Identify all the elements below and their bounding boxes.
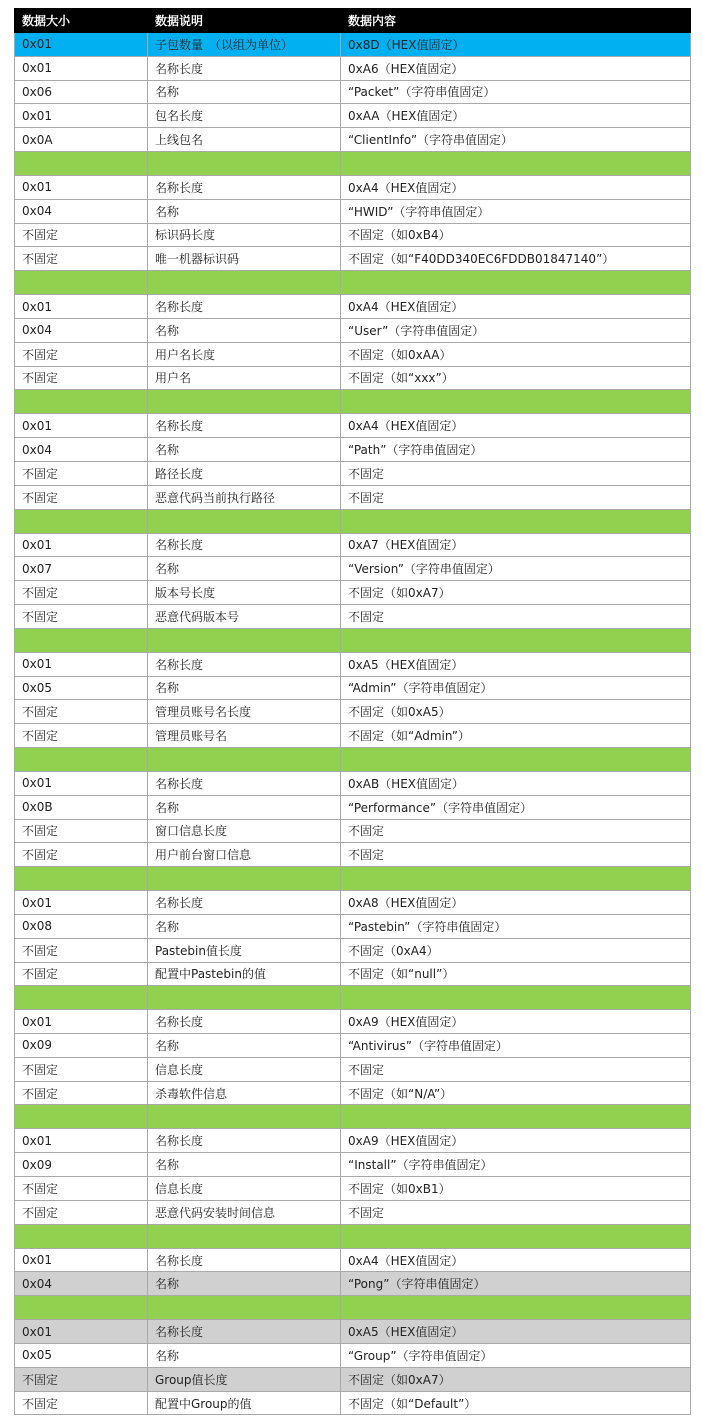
header-data-description: 数据说明 xyxy=(148,9,341,33)
cell-data-description: 配置中Pastebin的值 xyxy=(148,962,341,986)
table-row xyxy=(15,1272,691,1296)
header-data-size: 数据大小 xyxy=(15,9,148,33)
cell-data-description: 配置中Group的值 xyxy=(148,1391,341,1415)
cell-data-content: 0xA9（HEX值固定） xyxy=(341,1010,691,1034)
cell-data-size: 0x01 xyxy=(15,33,148,57)
cell-data-description: 名称 xyxy=(148,199,341,223)
cell-data-content: 不固定（如0xA7） xyxy=(341,581,691,605)
cell-data-content: “Install”（字符串值固定） xyxy=(341,1153,691,1177)
table-row xyxy=(15,1153,691,1177)
cell-data-size xyxy=(15,1224,148,1248)
cell-data-description: 恶意代码当前执行路径 xyxy=(148,485,341,509)
cell-data-size: 0x01 xyxy=(15,1320,148,1344)
cell-data-content: “User”（字符串值固定） xyxy=(341,318,691,342)
table-row xyxy=(15,771,691,795)
cell-data-content: 不固定 xyxy=(341,604,691,628)
cell-data-content: “Group”（字符串值固定） xyxy=(341,1344,691,1368)
cell-data-description: 名称长度 xyxy=(148,533,341,557)
table-row xyxy=(15,962,691,986)
table-row xyxy=(15,366,691,390)
cell-data-content: “Pong”（字符串值固定） xyxy=(341,1272,691,1296)
cell-data-description: 名称 xyxy=(148,795,341,819)
cell-data-size: 0x01 xyxy=(15,891,148,915)
cell-data-description: 名称 xyxy=(148,557,341,581)
table-row xyxy=(15,533,691,557)
cell-data-description: 名称 xyxy=(148,914,341,938)
cell-data-content xyxy=(341,1105,691,1129)
cell-data-description: 名称 xyxy=(148,676,341,700)
cell-data-content: 0xA4（HEX值固定） xyxy=(341,1248,691,1272)
cell-data-size: 不固定 xyxy=(15,700,148,724)
cell-data-content: “Packet”（字符串值固定） xyxy=(341,80,691,104)
cell-data-size xyxy=(15,390,148,414)
cell-data-content: 不固定（如“F40DD340EC6FDDB01847140”） xyxy=(341,247,691,271)
cell-data-description xyxy=(148,1105,341,1129)
table-row xyxy=(15,557,691,581)
table-body xyxy=(15,33,691,1415)
cell-data-description: 窗口信息长度 xyxy=(148,819,341,843)
table-row xyxy=(15,414,691,438)
cell-data-size: 不固定 xyxy=(15,962,148,986)
cell-data-description: 名称长度 xyxy=(148,1010,341,1034)
cell-data-size: 0x09 xyxy=(15,1034,148,1058)
cell-data-content: 不固定（如0xA5） xyxy=(341,700,691,724)
cell-data-content: 0xA5（HEX值固定） xyxy=(341,652,691,676)
table-row xyxy=(15,318,691,342)
cell-data-content: 0xA4（HEX值固定） xyxy=(341,295,691,319)
table-header-row xyxy=(15,9,691,33)
cell-data-description: 名称长度 xyxy=(148,175,341,199)
table-row xyxy=(15,724,691,748)
cell-data-description: 版本号长度 xyxy=(148,581,341,605)
cell-data-description: 恶意代码版本号 xyxy=(148,604,341,628)
cell-data-description: 信息长度 xyxy=(148,1177,341,1201)
cell-data-size: 0x08 xyxy=(15,914,148,938)
table-row xyxy=(15,1010,691,1034)
cell-data-content xyxy=(341,867,691,891)
cell-data-size: 0x01 xyxy=(15,1010,148,1034)
cell-data-size: 不固定 xyxy=(15,843,148,867)
cell-data-size xyxy=(15,1105,148,1129)
cell-data-description: 管理员账号名长度 xyxy=(148,700,341,724)
cell-data-size: 0x01 xyxy=(15,104,148,128)
cell-data-content: 0xA4（HEX值固定） xyxy=(341,175,691,199)
table-row xyxy=(15,938,691,962)
cell-data-size xyxy=(15,271,148,295)
cell-data-content xyxy=(341,1224,691,1248)
cell-data-description: 用户名长度 xyxy=(148,342,341,366)
table-row xyxy=(15,1057,691,1081)
cell-data-content: 不固定 xyxy=(341,461,691,485)
table-row xyxy=(15,1177,691,1201)
cell-data-description xyxy=(148,986,341,1010)
cell-data-content: 不固定（如“Admin”） xyxy=(341,724,691,748)
cell-data-content: “Version”（字符串值固定） xyxy=(341,557,691,581)
cell-data-content: 0xA6（HEX值固定） xyxy=(341,56,691,80)
cell-data-description xyxy=(148,1224,341,1248)
table-row xyxy=(15,485,691,509)
table-row xyxy=(15,1034,691,1058)
cell-data-description: 名称长度 xyxy=(148,1248,341,1272)
cell-data-content: 0xA8（HEX值固定） xyxy=(341,891,691,915)
cell-data-description: 名称 xyxy=(148,1344,341,1368)
cell-data-content xyxy=(341,628,691,652)
cell-data-size: 0x01 xyxy=(15,533,148,557)
table-row xyxy=(15,438,691,462)
cell-data-size: 不固定 xyxy=(15,223,148,247)
cell-data-content: “Pastebin”（字符串值固定） xyxy=(341,914,691,938)
cell-data-size: 不固定 xyxy=(15,938,148,962)
cell-data-description xyxy=(148,271,341,295)
cell-data-size: 不固定 xyxy=(15,724,148,748)
cell-data-description: Group值长度 xyxy=(148,1367,341,1391)
cell-data-content xyxy=(341,986,691,1010)
cell-data-description: 名称 xyxy=(148,1034,341,1058)
cell-data-content: 不固定（如0xAA） xyxy=(341,342,691,366)
table-row xyxy=(15,652,691,676)
cell-data-description xyxy=(148,867,341,891)
cell-data-content: 不固定 xyxy=(341,1057,691,1081)
cell-data-size: 不固定 xyxy=(15,485,148,509)
table-row xyxy=(15,80,691,104)
cell-data-size: 0x01 xyxy=(15,771,148,795)
cell-data-description: 杀毒软件信息 xyxy=(148,1081,341,1105)
table-row xyxy=(15,819,691,843)
table-row xyxy=(15,914,691,938)
cell-data-description: 名称 xyxy=(148,1153,341,1177)
table-row xyxy=(15,247,691,271)
table-row xyxy=(15,175,691,199)
table-row xyxy=(15,461,691,485)
cell-data-description: 用户前台窗口信息 xyxy=(148,843,341,867)
cell-data-size: 0x01 xyxy=(15,652,148,676)
cell-data-content: 不固定 xyxy=(341,1200,691,1224)
cell-data-content: “Path”（字符串值固定） xyxy=(341,438,691,462)
table-row xyxy=(15,56,691,80)
cell-data-size: 不固定 xyxy=(15,1200,148,1224)
cell-data-description xyxy=(148,1296,341,1320)
cell-data-size: 不固定 xyxy=(15,819,148,843)
cell-data-description xyxy=(148,390,341,414)
table-row xyxy=(15,891,691,915)
cell-data-size: 不固定 xyxy=(15,581,148,605)
cell-data-size: 0x01 xyxy=(15,1248,148,1272)
separator-row xyxy=(15,867,691,891)
cell-data-content: “Performance”（字符串值固定） xyxy=(341,795,691,819)
cell-data-size xyxy=(15,747,148,771)
cell-data-size: 不固定 xyxy=(15,366,148,390)
cell-data-content: 0xAA（HEX值固定） xyxy=(341,104,691,128)
cell-data-content xyxy=(341,390,691,414)
cell-data-size xyxy=(15,509,148,533)
cell-data-content: 0x8D（HEX值固定） xyxy=(341,33,691,57)
table-row xyxy=(15,1367,691,1391)
packet-structure-table xyxy=(14,8,691,1415)
separator-row xyxy=(15,390,691,414)
separator-row xyxy=(15,151,691,175)
header-data-content: 数据内容 xyxy=(341,9,691,33)
cell-data-size: 0x04 xyxy=(15,318,148,342)
cell-data-size: 不固定 xyxy=(15,342,148,366)
table-row xyxy=(15,128,691,152)
table-row xyxy=(15,795,691,819)
cell-data-size xyxy=(15,986,148,1010)
cell-data-description: 名称 xyxy=(148,80,341,104)
cell-data-content: 不固定 xyxy=(341,819,691,843)
packet-structure-table-container xyxy=(14,8,690,1415)
cell-data-description: 唯一机器标识码 xyxy=(148,247,341,271)
table-row xyxy=(15,223,691,247)
table-row xyxy=(15,1248,691,1272)
cell-data-size: 0x01 xyxy=(15,56,148,80)
cell-data-size: 0x06 xyxy=(15,80,148,104)
table-row xyxy=(15,1081,691,1105)
cell-data-size: 不固定 xyxy=(15,1081,148,1105)
separator-row xyxy=(15,1296,691,1320)
separator-row xyxy=(15,747,691,771)
cell-data-size: 不固定 xyxy=(15,461,148,485)
cell-data-size: 0x07 xyxy=(15,557,148,581)
cell-data-content: 不固定（0xA4） xyxy=(341,938,691,962)
cell-data-description: 名称长度 xyxy=(148,652,341,676)
cell-data-size: 0x05 xyxy=(15,1344,148,1368)
cell-data-content: “Antivirus”（字符串值固定） xyxy=(341,1034,691,1058)
table-row xyxy=(15,1200,691,1224)
cell-data-description: 上线包名 xyxy=(148,128,341,152)
cell-data-description: 名称长度 xyxy=(148,891,341,915)
cell-data-description: 名称 xyxy=(148,318,341,342)
table-row xyxy=(15,581,691,605)
cell-data-description xyxy=(148,509,341,533)
cell-data-description: 名称长度 xyxy=(148,414,341,438)
cell-data-size: 0x01 xyxy=(15,175,148,199)
cell-data-content: 0xA9（HEX值固定） xyxy=(341,1129,691,1153)
table-row xyxy=(15,199,691,223)
cell-data-content xyxy=(341,1296,691,1320)
cell-data-content: 0xA7（HEX值固定） xyxy=(341,533,691,557)
cell-data-size xyxy=(15,151,148,175)
cell-data-description: 包名长度 xyxy=(148,104,341,128)
separator-row xyxy=(15,986,691,1010)
cell-data-description: 名称长度 xyxy=(148,771,341,795)
table-row xyxy=(15,676,691,700)
cell-data-content xyxy=(341,747,691,771)
cell-data-content xyxy=(341,271,691,295)
cell-data-description xyxy=(148,747,341,771)
table-row xyxy=(15,1344,691,1368)
cell-data-description: 名称长度 xyxy=(148,295,341,319)
table-row xyxy=(15,1391,691,1415)
cell-data-content: 不固定（如0xB1） xyxy=(341,1177,691,1201)
cell-data-description: 名称长度 xyxy=(148,1129,341,1153)
cell-data-size: 0x01 xyxy=(15,1129,148,1153)
cell-data-description: 信息长度 xyxy=(148,1057,341,1081)
cell-data-content xyxy=(341,151,691,175)
cell-data-content: 不固定（如“null”） xyxy=(341,962,691,986)
cell-data-size: 0x01 xyxy=(15,295,148,319)
separator-row xyxy=(15,1105,691,1129)
cell-data-description xyxy=(148,151,341,175)
cell-data-content: 不固定（如“Default”） xyxy=(341,1391,691,1415)
cell-data-description: 名称 xyxy=(148,1272,341,1296)
cell-data-description: Pastebin值长度 xyxy=(148,938,341,962)
cell-data-size: 0x0A xyxy=(15,128,148,152)
table-row xyxy=(15,1129,691,1153)
table-row xyxy=(15,843,691,867)
cell-data-size: 0x09 xyxy=(15,1153,148,1177)
cell-data-content: 不固定（如0xA7） xyxy=(341,1367,691,1391)
cell-data-size: 不固定 xyxy=(15,604,148,628)
cell-data-size: 0x01 xyxy=(15,414,148,438)
cell-data-size xyxy=(15,867,148,891)
cell-data-description: 名称 xyxy=(148,438,341,462)
cell-data-size: 0x0B xyxy=(15,795,148,819)
cell-data-content: 不固定（如0xB4） xyxy=(341,223,691,247)
table-row xyxy=(15,295,691,319)
cell-data-description: 恶意代码安装时间信息 xyxy=(148,1200,341,1224)
cell-data-size xyxy=(15,1296,148,1320)
cell-data-content: 0xA4（HEX值固定） xyxy=(341,414,691,438)
table-row xyxy=(15,342,691,366)
cell-data-description: 名称长度 xyxy=(148,1320,341,1344)
cell-data-content: 不固定（如“N/A”） xyxy=(341,1081,691,1105)
cell-data-size: 0x05 xyxy=(15,676,148,700)
cell-data-size: 不固定 xyxy=(15,1367,148,1391)
separator-row xyxy=(15,1224,691,1248)
cell-data-content xyxy=(341,509,691,533)
cell-data-description: 用户名 xyxy=(148,366,341,390)
table-row xyxy=(15,1320,691,1344)
cell-data-description: 标识码长度 xyxy=(148,223,341,247)
cell-data-description: 管理员账号名 xyxy=(148,724,341,748)
cell-data-content: “HWID”（字符串值固定） xyxy=(341,199,691,223)
cell-data-content: 不固定 xyxy=(341,485,691,509)
cell-data-size xyxy=(15,628,148,652)
cell-data-size: 不固定 xyxy=(15,247,148,271)
cell-data-content: 0xA5（HEX值固定） xyxy=(341,1320,691,1344)
cell-data-size: 0x04 xyxy=(15,199,148,223)
separator-row xyxy=(15,628,691,652)
cell-data-size: 不固定 xyxy=(15,1391,148,1415)
cell-data-size: 0x04 xyxy=(15,1272,148,1296)
cell-data-size: 不固定 xyxy=(15,1057,148,1081)
cell-data-size: 不固定 xyxy=(15,1177,148,1201)
cell-data-content: 0xAB（HEX值固定） xyxy=(341,771,691,795)
cell-data-content: “Admin”（字符串值固定） xyxy=(341,676,691,700)
separator-row xyxy=(15,509,691,533)
separator-row xyxy=(15,271,691,295)
table-row xyxy=(15,604,691,628)
cell-data-size: 0x04 xyxy=(15,438,148,462)
table-row xyxy=(15,33,691,57)
cell-data-description: 子包数量 （以组为单位） xyxy=(148,33,341,57)
cell-data-content: 不固定 xyxy=(341,843,691,867)
table-row xyxy=(15,104,691,128)
cell-data-content: “ClientInfo”（字符串值固定） xyxy=(341,128,691,152)
cell-data-description: 路径长度 xyxy=(148,461,341,485)
cell-data-description xyxy=(148,628,341,652)
cell-data-content: 不固定（如“xxx”） xyxy=(341,366,691,390)
table-row xyxy=(15,700,691,724)
cell-data-description: 名称长度 xyxy=(148,56,341,80)
